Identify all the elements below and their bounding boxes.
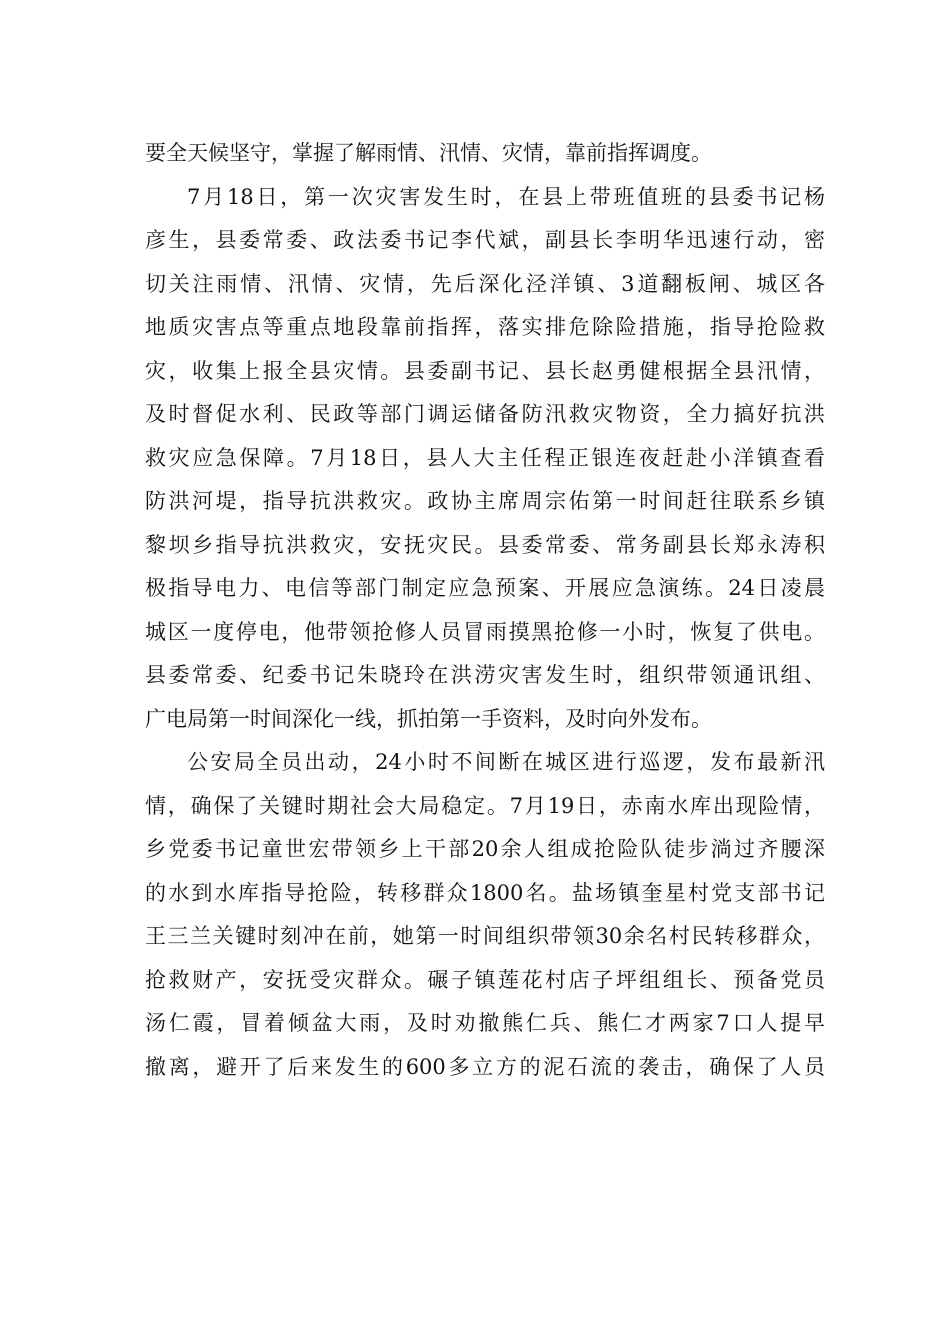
text-line: 的水到水库指导抢险，转移群众1800名。盐场镇奎星村党支部书记	[145, 880, 825, 905]
text-line: 切关注雨情、汛情、灾情，先后深化泾洋镇、3道翻板闸、城区各	[145, 271, 825, 296]
text-line: 乡党委书记童世宏带领乡上干部20余人组成抢险队徒步淌过齐腰深	[145, 837, 825, 861]
text-line: 要全天候坚守，掌握了解雨情、汛情、灾情，靠前指挥调度。	[145, 141, 712, 165]
text-line: 王三兰关键时刻冲在前，她第一时间组织带领30余名村民转移群众，	[145, 924, 825, 948]
text-line: 地质灾害点等重点地段靠前指挥，落实排危除险措施，指导抢险救	[145, 315, 825, 339]
text-line: 防洪河堤，指导抗洪救灾。政协主席周宗佑第一时间赶往联系乡镇	[145, 489, 825, 513]
text-line: 县委常委、纪委书记朱晓玲在洪涝灾害发生时，组织带领通讯组、	[145, 663, 825, 687]
text-line: 广电局第一时间深化一线，抓拍第一手资料，及时向外发布。	[145, 706, 712, 731]
text-line: 灾，收集上报全县灾情。县委副书记、县长赵勇健根据全县汛情，	[145, 358, 825, 383]
text-line: 城区一度停电，他带领抢修人员冒雨摸黑抢修一小时，恢复了供电。	[145, 619, 825, 644]
text-line: 救灾应急保障。7月18日，县人大主任程正银连夜赶赴小洋镇查看	[145, 445, 825, 470]
text-line: 汤仁霞，冒着倾盆大雨，及时劝撤熊仁兵、熊仁才两家7口人提早	[145, 1011, 825, 1035]
paragraph-first-line: 7月18日，第一次灾害发生时，在县上带班值班的县委书记杨	[187, 184, 825, 209]
paragraph-first-line: 公安局全员出动，24小时不间断在城区进行巡逻，发布最新汛	[187, 750, 825, 774]
text-line: 情，确保了关键时期社会大局稳定。7月19日，赤南水库出现险情，	[145, 793, 825, 818]
text-line: 黎坝乡指导抗洪救灾，安抚灾民。县委常委、常务副县长郑永涛积	[145, 532, 825, 557]
text-line: 抢救财产，安抚受灾群众。碾子镇莲花村店子坪组组长、预备党员	[145, 967, 825, 992]
body-text	[145, 132, 825, 1089]
text-line: 撤离，避开了后来发生的600多立方的泥石流的袭击，确保了人员	[145, 1054, 825, 1079]
text-line: 及时督促水利、民政等部门调运储备防汛救灾物资，全力搞好抗洪	[145, 402, 825, 426]
text-line: 彦生，县委常委、政法委书记李代斌，副县长李明华迅速行动，密	[145, 228, 825, 252]
text-line: 极指导电力、电信等部门制定应急预案、开展应急演练。24日凌晨	[145, 576, 825, 600]
